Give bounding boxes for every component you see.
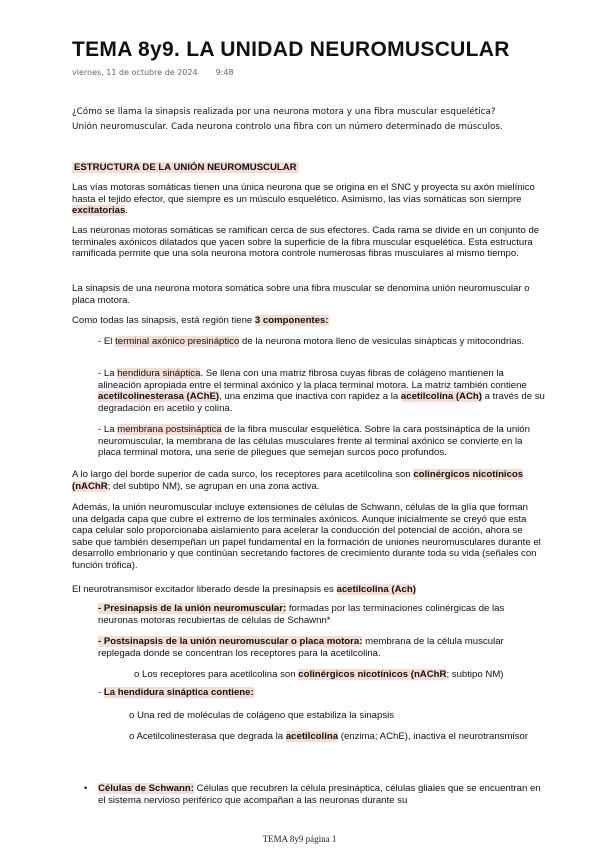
paragraph-text: ; del subtipo NM), se agrupan en una zona activa. <box>107 480 320 492</box>
sub-item-acetilcolinesterasa <box>129 731 546 743</box>
component-3 <box>98 424 546 459</box>
paragraph-7 <box>72 584 546 596</box>
highlight-term: Células de Schwann: <box>98 783 194 794</box>
paragraph-text: . <box>125 205 128 217</box>
item-text: de la fibra muscular esquelética. Sobre la cara postsináptica de la unión neuromuscular, la membrana de las células musculares frente al terminal axónico se convierte en la placa terminal motora, una serie de pliegues que semejan surcos poco profundos. <box>98 424 530 459</box>
item-text: o Acetilcolinesterasa que degrada la <box>129 731 286 742</box>
sub-item-colageno: o Una red de moléculas de colágeno que estabiliza la sinapsis <box>129 710 395 721</box>
highlight-term: hendidura sináptica <box>117 368 201 379</box>
section-heading: ESTRUCTURA DE LA UNIÓN NEUROMUSCULAR <box>74 162 297 173</box>
item-text: . Se llena con una matriz fibrosa cuyas fibras de colágeno mantienen la alineación apropiada entre el terminal axónico y la placa terminal motora. La matriz también contiene <box>98 368 527 391</box>
paragraph-text: A lo largo del borde superior de cada surco, los receptores para acetilcolina son <box>72 469 414 480</box>
list-item-postsinapsis <box>98 636 546 659</box>
item-text: (enzima; AChE), inactiva el neurotransmisor <box>338 731 528 742</box>
paragraph-4 <box>72 315 546 327</box>
item-text: formadas por las terminaciones colinérgicas de las neuronas motoras recubiertas de células de Schawnn* <box>98 603 505 626</box>
paragraph-1 <box>72 182 546 217</box>
highlight-term: - Presinapsis de la unión neuromuscular: <box>98 603 287 614</box>
list-item-presinapsis <box>98 603 546 626</box>
item-text: - El <box>98 336 116 347</box>
highlight-term: acetilcolina <box>285 731 339 742</box>
item-text: , una enzima que inactiva con rapidez a la <box>219 391 401 403</box>
item-text: - La <box>98 368 118 379</box>
date-text: viernes, 11 de octubre de 2024 <box>72 68 198 77</box>
highlight-term: acetilcolinesterasa (AChE) <box>98 391 220 403</box>
item-text: o Los receptores para acetilcolina son <box>134 669 299 680</box>
highlight-term: colinérgicos nicotínicos (nAChR <box>298 669 447 680</box>
date-time-line <box>72 68 234 77</box>
highlight-term: excitatorias <box>72 205 126 217</box>
highlight-term: acetilcolina (ACh) <box>400 391 482 403</box>
highlight-term: membrana postsináptica <box>117 424 222 435</box>
page-title: TEMA 8y9. LA UNIDAD NEUROMUSCULAR <box>72 38 510 61</box>
question-text: ¿Cómo se llama la sinapsis realizada por una neurona motora y una fibra muscular esquelética? <box>72 107 496 117</box>
time-text: 9:48 <box>215 68 234 77</box>
highlight-term: colinérgicos nicotínicos (nAChR <box>72 469 524 492</box>
highlight-term: acetilcolina (Ach) <box>336 584 416 595</box>
paragraph-3: La sinapsis de una neurona motora somática sobre una fibra muscular se denomina unión neuromuscular o placa motora. <box>72 283 530 306</box>
page-footer: TEMA 8y9 página 1 <box>262 834 337 844</box>
question-answer: Unión neuromuscular. Cada neurona controlo una fibra con un número determinado de músculos. <box>72 121 503 132</box>
component-2 <box>98 368 546 414</box>
highlight-term: terminal axónico presináptico <box>115 336 240 347</box>
highlight-term: 3 componentes: <box>254 315 329 326</box>
paragraph-6: Además, la unión neuromuscular incluye extensiones de células de Schwann, células de la glía que forman una delgada capa que cubre el extremo de los terminales axónicos. Aunque inicialmente se creyó que esta capa celular solo proporcionaba aislamiento para acelerar la conducción del potencial de acción, ahora se sabe que también desempeñan un papel fundamental en la formación de uniones neuromusculares durante el desarrollo embrionario y que continúan secretando factores de crecimiento durante toda su vida (señales con función trófica). <box>72 502 541 571</box>
item-text: - <box>98 687 104 698</box>
highlight-term: La hendidura sináptica contiene: <box>103 687 254 698</box>
question-block <box>72 107 546 133</box>
bullet-icon: • <box>84 783 88 794</box>
paragraph-text: El neurotransmisor excitador liberado desde la presinapsis es <box>72 584 337 595</box>
item-text: ; subtipo NM) <box>446 669 504 680</box>
bullet-item-schwann <box>98 783 546 806</box>
item-text: a través de su degradación en acetilo y colina. <box>98 391 545 414</box>
highlight-term: - Postsinapsis de la unión neuromuscular o placa motora: <box>98 636 363 647</box>
section-heading-block <box>72 162 546 174</box>
paragraph-text: Como todas las sinapsis, está región tiene <box>72 315 255 326</box>
paragraph-5 <box>72 469 546 492</box>
paragraph-text: Las vías motoras somáticas tienen una única neurona que se origina en el SNC y proyecta su axón mielínico hasta el tejido efector, que siempre es un músculo esquelético. Asimismo, las vías somáticas son siempre <box>72 182 535 205</box>
item-text: - La <box>98 424 118 435</box>
paragraph-2: Las neuronas motoras somáticas se ramifican cerca de sus efectores. Cada rama se divide en un conjunto de terminales axónicos dilatados que yacen sobre la superficie de la fibra muscular esquelética. Esta estructura ramificada permite que una sola neurona motora controle numerosas fibras musculares al mismo tiempo. <box>72 225 540 260</box>
component-1 <box>98 336 546 348</box>
item-text: Células que recubren la célula presináptica, células gliales que se encuentran en el sistema nervioso periférico que acompañan a las neuronas durante su <box>98 783 541 806</box>
item-text: de la neurona motora lleno de vesiculas sinápticas y mitocondrias. <box>239 336 525 347</box>
sub-item-receptores <box>134 669 546 681</box>
list-item-hendidura <box>98 687 546 699</box>
item-text: membrana de la célula muscular replegada donde se concentran los receptores para la acetilcolina. <box>98 636 504 659</box>
